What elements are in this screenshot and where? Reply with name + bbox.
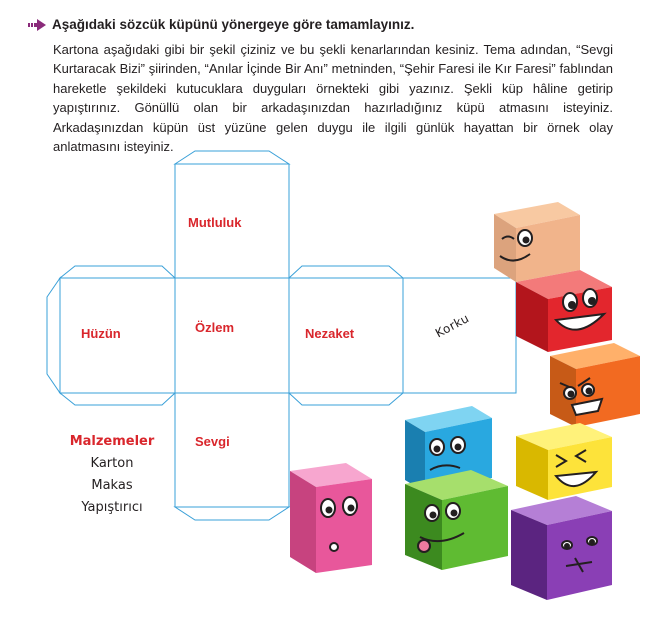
instruction-text: Aşağıdaki sözcük küpünü yönergeye göre tamamlayınız. bbox=[52, 17, 415, 32]
materials-title: Malzemeler bbox=[69, 434, 155, 449]
materials-item: Makas bbox=[91, 478, 133, 493]
materials-item: Karton bbox=[90, 456, 134, 471]
net-label-left: Hüzün bbox=[81, 326, 121, 341]
green-cube bbox=[405, 470, 508, 570]
net-label-far-right: Korku bbox=[433, 310, 472, 341]
materials-item: Yapıştırıcı bbox=[81, 500, 143, 515]
pink-cube bbox=[290, 463, 372, 573]
net-label-center: Özlem bbox=[195, 320, 235, 335]
net-label-right: Nezaket bbox=[305, 326, 355, 341]
yellow-cube bbox=[516, 423, 612, 500]
orange-cube bbox=[550, 343, 640, 427]
peach-cube bbox=[494, 202, 580, 282]
purple-cube bbox=[511, 496, 612, 600]
red-cube bbox=[516, 270, 612, 352]
instruction-paragraph: Kartona aşağıdaki gibi bir şekil çiziniz ve bu şekli kenarlarından kesiniz. Tema adından, “Sevgi Kurtaracak Bizi” şiirinden, “Anılar İçinde Bir Anı” metninden, “Şehir Faresi ile Kır Faresi” fablından hareketle şekildeki kutucuklara duyguları örnekteki gibi yazınız. Şekli küp hâline getirip yapıştırınız. Gönüllü olan bir arkadaşınızdan hazırladığınız küpü atmasını isteyiniz. Arkadaşınızdan küpün üst yüzüne gelen duygu ile ilgili günlük hayattan bir örnek olay anlatmasını isteyiniz. bbox=[53, 42, 613, 155]
net-label-top: Mutluluk bbox=[188, 215, 242, 230]
net-label-bottom: Sevgi bbox=[195, 434, 230, 449]
